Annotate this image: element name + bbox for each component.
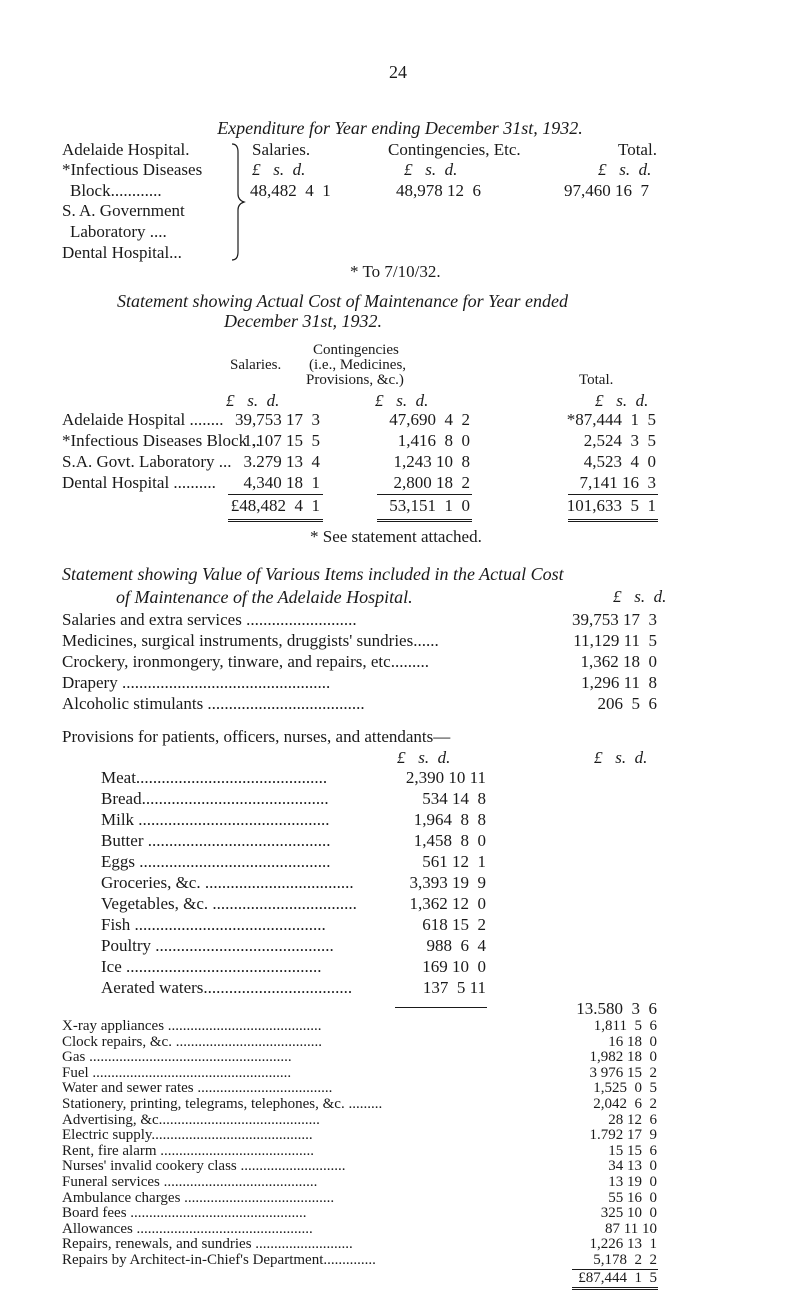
expenditure-footnote: * To 7/10/32. bbox=[350, 262, 441, 281]
total-salaries: £48,482 4 1 bbox=[230, 496, 320, 515]
list-item: X-ray appliances ......................................... bbox=[62, 1018, 322, 1034]
units-label: £ s. d. bbox=[613, 587, 667, 606]
row-salaries: 39,753 17 3 bbox=[235, 410, 320, 429]
maintenance-title: December 31st, 1932. bbox=[224, 311, 382, 331]
list-item: Fish ............................................. bbox=[101, 915, 326, 934]
col-total-header: Total. bbox=[618, 140, 657, 159]
list-item-value: 28 12 6 bbox=[608, 1111, 657, 1128]
page-number: 24 bbox=[389, 62, 407, 82]
double-divider bbox=[572, 1287, 658, 1290]
provisions-heading: Provisions for patients, officers, nurses, and attendants— bbox=[62, 727, 451, 746]
list-item: Nurses' invalid cookery class ............................ bbox=[62, 1158, 346, 1175]
row-total: *87,444 1 5 bbox=[566, 410, 656, 429]
list-item: Vegetables, &c. .................................. bbox=[101, 894, 357, 913]
items-title: of Maintenance of the Adelaide Hospital. bbox=[116, 587, 413, 607]
mt-col-salaries: Salaries. bbox=[230, 357, 282, 373]
list-item-value: 1.792 17 9 bbox=[589, 1127, 657, 1144]
row-total: 7,141 16 3 bbox=[579, 473, 656, 492]
value-salaries: 48,482 4 1 bbox=[250, 181, 331, 200]
list-item: Repairs by Architect-in-Chief's Department.............. bbox=[62, 1252, 376, 1268]
list-item-value: 13 19 0 bbox=[608, 1174, 657, 1190]
list-item-value: 15 15 6 bbox=[608, 1142, 657, 1159]
list-item: Electric supply........................................... bbox=[62, 1127, 313, 1144]
row-salaries: 3.279 13 4 bbox=[243, 452, 320, 471]
institution-item: Dental Hospital... bbox=[62, 243, 182, 262]
list-item-value: 39,753 17 3 bbox=[572, 610, 657, 629]
list-item-value: 2,390 10 11 bbox=[405, 768, 486, 787]
row-contingencies: 1,243 10 8 bbox=[393, 452, 470, 471]
list-item-value: 55 16 0 bbox=[608, 1189, 657, 1206]
row-total: 2,524 3 5 bbox=[583, 431, 656, 450]
list-item: Ice .............................................. bbox=[101, 957, 322, 976]
row-salaries: 1,107 15 5 bbox=[243, 431, 320, 450]
units-label: £ s. d. bbox=[252, 160, 306, 179]
maintenance-title: Statement showing Actual Cost of Maintenance for Year ended bbox=[117, 291, 568, 311]
row-contingencies: 1,416 8 0 bbox=[397, 431, 470, 450]
list-item: Salaries and extra services .......................... bbox=[62, 610, 357, 629]
list-item: Alcoholic stimulants ..................................... bbox=[62, 694, 365, 713]
row-label: Adelaide Hospital ........ bbox=[62, 410, 224, 429]
institution-item: Block............ bbox=[70, 181, 162, 200]
list-item: Funeral services ......................................... bbox=[62, 1174, 318, 1190]
row-salaries: 4,340 18 1 bbox=[243, 473, 320, 492]
row-contingencies: 2,800 18 2 bbox=[393, 473, 470, 492]
double-divider bbox=[568, 519, 658, 522]
units-label: £ s. d. bbox=[226, 391, 280, 410]
list-item: Fuel ..................................................... bbox=[62, 1064, 292, 1081]
divider bbox=[228, 494, 323, 495]
row-label: *Infectious Diseases Block .. bbox=[62, 431, 260, 450]
double-divider bbox=[228, 519, 323, 522]
row-contingencies: 47,690 4 2 bbox=[389, 410, 470, 429]
list-item-value: 534 14 8 bbox=[422, 789, 486, 808]
mt-col-contingencies: (i.e., Medicines, bbox=[309, 357, 407, 373]
list-item: Bread............................................ bbox=[101, 789, 329, 808]
list-item-value: 1,458 8 0 bbox=[413, 831, 486, 850]
units-label: £ s. d. bbox=[598, 160, 652, 179]
institution-item: *Infectious Diseases bbox=[62, 160, 203, 179]
list-item-value: 169 10 0 bbox=[422, 957, 486, 976]
value-contingencies: 48,978 12 6 bbox=[396, 181, 481, 200]
list-item: Ambulance charges ........................................ bbox=[62, 1189, 335, 1206]
units-label: £ s. d. bbox=[595, 391, 649, 410]
list-item: Milk ............................................. bbox=[101, 810, 330, 829]
list-item-value: 1,525 0 5 bbox=[593, 1080, 657, 1097]
list-item: Drapery ................................................. bbox=[62, 673, 331, 692]
list-item-value: 3 976 15 2 bbox=[589, 1064, 657, 1081]
institution-item: Adelaide Hospital. bbox=[62, 140, 190, 159]
list-item: Butter ........................................... bbox=[101, 831, 331, 850]
list-item: Board fees ............................................... bbox=[62, 1205, 307, 1222]
list-item-value: 5,178 2 2 bbox=[593, 1252, 657, 1268]
list-item-value: 137 5 11 bbox=[422, 978, 486, 997]
list-item-value: 1,982 18 0 bbox=[589, 1049, 657, 1066]
mt-col-total: Total. bbox=[579, 372, 614, 388]
maintenance-footnote: * See statement attached. bbox=[310, 527, 482, 546]
provisions-total: 13.580 3 6 bbox=[576, 999, 657, 1018]
institution-item: S. A. Government bbox=[62, 201, 185, 220]
mt-col-contingencies: Provisions, &c.) bbox=[306, 372, 404, 388]
grand-total: £87,444 1 5 bbox=[578, 1269, 657, 1286]
list-item-value: 325 10 0 bbox=[600, 1205, 657, 1222]
list-item: Poultry .......................................... bbox=[101, 936, 334, 955]
brace-icon bbox=[230, 142, 246, 262]
double-divider bbox=[377, 519, 472, 522]
divider bbox=[377, 494, 472, 495]
row-label: S.A. Govt. Laboratory ... bbox=[62, 452, 232, 471]
value-total: 97,460 16 7 bbox=[564, 181, 649, 200]
list-item: Clock repairs, &c. ....................................... bbox=[62, 1033, 322, 1050]
units-label: £ s. d. bbox=[375, 391, 429, 410]
list-item: Stationery, printing, telegrams, telephones, &c. ......... bbox=[62, 1096, 383, 1112]
list-item-value: 1,362 18 0 bbox=[580, 652, 657, 671]
divider bbox=[395, 1007, 487, 1008]
list-item: Eggs ............................................. bbox=[101, 852, 331, 871]
list-item-value: 16 18 0 bbox=[608, 1033, 657, 1050]
list-item-value: 11,129 11 5 bbox=[573, 631, 657, 650]
col-salaries-header: Salaries. bbox=[252, 140, 311, 159]
list-item-value: 618 15 2 bbox=[422, 915, 486, 934]
list-item-value: 2,042 6 2 bbox=[593, 1096, 657, 1112]
list-item-value: 561 12 1 bbox=[422, 852, 486, 871]
items-title: Statement showing Value of Various Items included in the Actual Cost bbox=[62, 564, 564, 584]
list-item: Allowances ............................................... bbox=[62, 1220, 313, 1237]
list-item: Advertising, &c........................................... bbox=[62, 1111, 320, 1128]
mt-col-contingencies: Contingencies bbox=[313, 342, 399, 358]
units-label: £ s. d. bbox=[594, 748, 648, 767]
list-item: Water and sewer rates .................................... bbox=[62, 1080, 333, 1097]
list-item: Medicines, surgical instruments, druggists' sundries...... bbox=[62, 631, 439, 650]
col-contingencies-header: Contingencies, Etc. bbox=[388, 140, 521, 159]
list-item: Repairs, renewals, and sundries .......................... bbox=[62, 1236, 353, 1253]
total-contingencies: 53,151 1 0 bbox=[389, 496, 470, 515]
list-item-value: 87 11 10 bbox=[605, 1220, 657, 1237]
row-label: Dental Hospital .......... bbox=[62, 473, 216, 492]
row-total: 4,523 4 0 bbox=[583, 452, 656, 471]
list-item-value: 206 5 6 bbox=[597, 694, 657, 713]
list-item-value: 34 13 0 bbox=[608, 1158, 657, 1175]
list-item-value: 1,964 8 8 bbox=[413, 810, 486, 829]
list-item-value: 3,393 19 9 bbox=[409, 873, 486, 892]
list-item: Groceries, &c. ................................... bbox=[101, 873, 354, 892]
units-label: £ s. d. bbox=[397, 748, 451, 767]
list-item: Meat............................................. bbox=[101, 768, 328, 787]
list-item: Aerated waters................................... bbox=[101, 978, 353, 997]
list-item: Crockery, ironmongery, tinware, and repairs, etc......... bbox=[62, 652, 429, 671]
list-item-value: 1,362 12 0 bbox=[409, 894, 486, 913]
list-item: Rent, fire alarm ......................................... bbox=[62, 1142, 315, 1159]
list-item-value: 1,811 5 6 bbox=[593, 1018, 657, 1034]
divider bbox=[568, 494, 658, 495]
list-item-value: 1,226 13 1 bbox=[589, 1236, 657, 1253]
list-item-value: 1,296 11 8 bbox=[581, 673, 657, 692]
list-item-value: 988 6 4 bbox=[426, 936, 486, 955]
list-item: Gas ...................................................... bbox=[62, 1049, 292, 1066]
institution-item: Laboratory .... bbox=[70, 222, 167, 241]
units-label: £ s. d. bbox=[404, 160, 458, 179]
total-total: 101,633 5 1 bbox=[566, 496, 656, 515]
expenditure-title: Expenditure for Year ending December 31st, 1932. bbox=[217, 118, 583, 138]
